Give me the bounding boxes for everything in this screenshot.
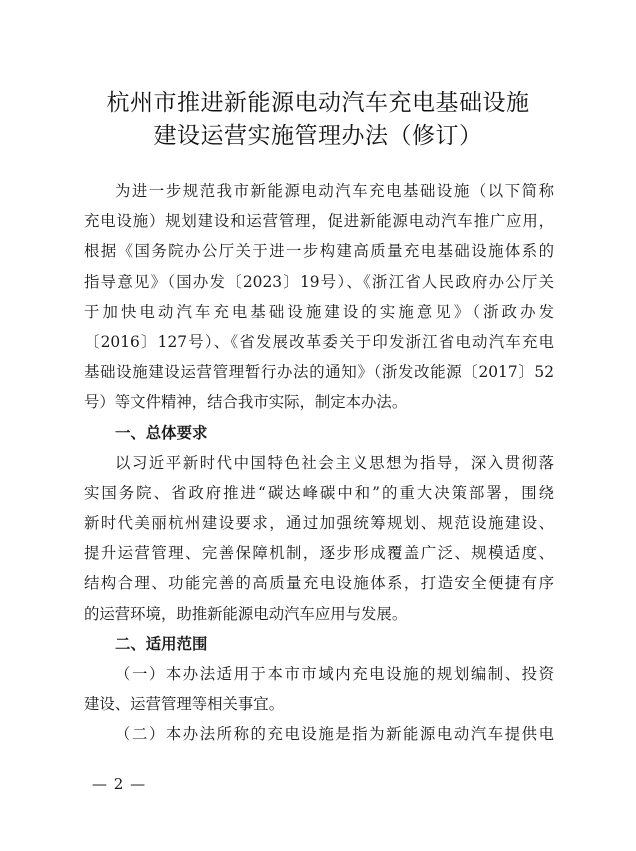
preamble-line: 〔2016〕127号）、《省发展改革委关于印发浙江省电动汽车充电 [84,332,554,351]
preamble-line: 基础设施建设运营管理暂行办法的通知》（浙发改能源〔2017〕52 [84,363,554,382]
document-title-line-1: 杭州市推进新能源电动汽车充电基础设施 [106,90,530,116]
preamble-line: 充电设施）规划建设和运营管理，促进新能源电动汽车推广应用， [84,212,554,231]
section-heading-general-requirements: 一、总体要求 [115,423,208,442]
section1-line: 新时代美丽杭州建设要求，通过加强统筹规划、规范设施建设、 [84,514,554,533]
document-body [84,176,554,750]
section1-line: 实国务院、省政府推进“碳达峰碳中和”的重大决策部署，围绕 [84,483,554,502]
section1-line: 提升运营管理、完善保障机制，逐步形成覆盖广泛、规模适度、 [84,544,554,563]
section2-line: 建设、运营管理等相关事宜。 [84,695,285,714]
preamble-line: 根据《国务院办公厅关于进一步构建高质量充电基础设施体系的 [84,242,554,261]
page-number: — 2 — [92,775,147,793]
preamble-line: 为进一步规范我市新能源电动汽车充电基础设施（以下简称 [115,182,554,200]
section1-line: 以习近平新时代中国特色社会主义思想为指导，深入贯彻落 [115,453,554,472]
preamble-line: 指导意见》（国办发〔2023〕19号）、《浙江省人民政府办公厅关 [84,272,554,291]
section-heading-scope: 二、适用范围 [115,634,208,653]
document-title-line-2: 建设运营实施管理办法（修订） [153,123,483,149]
section1-line: 的运营环境，助推新能源电动汽车应用与发展。 [84,604,408,623]
section2-line: （二）本办法所称的充电设施是指为新能源电动汽车提供电 [115,725,554,744]
section1-line: 结构合理、功能完善的高质量充电设施体系，打造安全便捷有序 [84,574,554,593]
preamble-line: 号）等文件精神，结合我市实际，制定本办法。 [84,393,408,412]
section2-line: （一）本办法适用于本市市域内充电设施的规划编制、投资 [115,665,554,683]
preamble-line: 于加快电动汽车充电基础设施建设的实施意见》（浙政办发 [84,302,554,321]
